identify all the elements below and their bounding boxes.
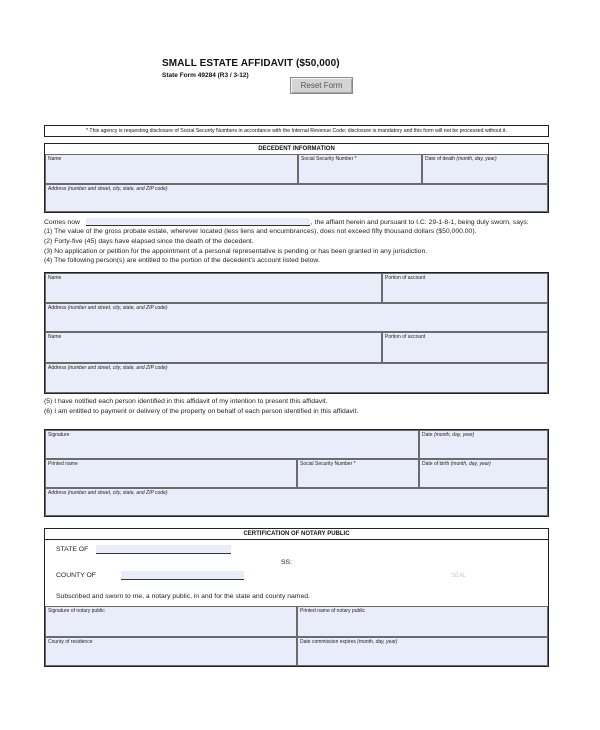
person-2-portion-field[interactable] — [382, 332, 548, 363]
affiant-printed-name-field[interactable] — [45, 459, 297, 488]
affiant-statement-text: , the affiant herein and pursuant to I.C. 29-1-8-1, being duly sworn, says: — [310, 219, 529, 226]
affiant-address-label: Address — [48, 490, 67, 496]
affiant-address-field[interactable] — [45, 488, 548, 516]
notary-section-title: CERTIFICATION OF NOTARY PUBLIC — [45, 529, 548, 540]
affiant-signature-label: Signature — [48, 432, 70, 438]
affiant-ssn-label: Social Security Number * — [300, 461, 356, 467]
statement-item-1: (1) The value of the gross probate estate, wherever located (less liens and encumbrances), does not exceed fifty thousand dollars ($50,000.00). — [44, 228, 477, 235]
affiant-dob-hint: (month, day, year) — [450, 461, 491, 467]
decedent-address-hint: (number and street, city, state, and ZIP code) — [67, 186, 168, 192]
notary-seal-placeholder: SEAL — [451, 573, 467, 579]
person-2-address-hint: (number and street, city, state, and ZIP code) — [67, 365, 168, 371]
notary-printed-name-label: Printed name of notary public — [300, 608, 366, 614]
affiant-date-field[interactable] — [419, 430, 548, 459]
affiant-date-label: Date — [422, 432, 433, 438]
notary-commission-hint: (month, day, year) — [357, 639, 398, 645]
state-of-input[interactable] — [96, 545, 231, 554]
decedent-ssn-label: Social Security Number * — [301, 156, 357, 162]
state-of-label: STATE OF — [56, 546, 89, 553]
person-1-name-field[interactable] — [45, 273, 382, 303]
person-1-portion-field[interactable] — [382, 273, 548, 303]
reset-form-button[interactable]: Reset Form — [290, 77, 353, 94]
notary-commission-label: Date commission expires — [300, 639, 356, 645]
decedent-date-of-death-field[interactable] — [422, 154, 548, 184]
dod-label: Date of death — [425, 156, 456, 162]
affiant-date-of-birth-field[interactable] — [419, 459, 548, 488]
statement-item-4: (4) The following person(s) are entitled to the portion of the decedent's account listed below. — [44, 257, 320, 264]
statement-item-5: (5) I have notified each person identified in this affidavit of my intention to present this affidavit. — [44, 398, 328, 405]
affiant-address-hint: (number and street, city, state, and ZIP code) — [67, 490, 168, 496]
decedent-section-title: DECEDENT INFORMATION — [45, 144, 548, 155]
person-2-name-field[interactable] — [45, 332, 382, 363]
affiant-signature-section — [44, 429, 549, 517]
person-1-name-label: Name — [48, 275, 62, 281]
comes-now-line — [44, 218, 529, 226]
person-2-portion-label: Portion of account — [385, 334, 426, 340]
notary-residence-label: County of residence — [48, 639, 93, 645]
person-1-address-label: Address — [48, 305, 67, 311]
notary-printed-name-field[interactable] — [297, 606, 548, 637]
decedent-address-label: Address — [48, 186, 67, 192]
decedent-information-section — [44, 143, 549, 213]
notary-certification-section — [44, 528, 549, 667]
statement-item-6: (6) I am entitled to payment or delivery of the property on behalf of each person identified in this affidavit. — [44, 408, 359, 415]
person-1-address-field[interactable] — [45, 303, 548, 332]
notary-commission-expires-field[interactable] — [297, 637, 548, 666]
affiant-ssn-field[interactable] — [297, 459, 419, 488]
person-2-address-field[interactable] — [45, 363, 548, 393]
person-1-address-hint: (number and street, city, state, and ZIP code) — [67, 305, 168, 311]
form-number: State Form 49284 (R3 / 3-12) — [162, 72, 249, 79]
notary-signature-field[interactable] — [45, 606, 297, 637]
affiant-date-hint: (month, day, year) — [433, 432, 475, 438]
notary-county-of-residence-field[interactable] — [45, 637, 297, 666]
form-title: SMALL ESTATE AFFIDAVIT ($50,000) — [162, 58, 340, 69]
ss-label: SS: — [281, 559, 292, 566]
county-of-label: COUNTY OF — [56, 572, 96, 579]
ssn-disclosure-notice: * This agency is requesting disclosure of Social Security Numbers in accordance with the Internal Revenue Code; disclosure is mandatory and this form will not be processed without it. — [44, 125, 549, 137]
decedent-address-field[interactable] — [45, 184, 548, 212]
affiant-signature-field[interactable] — [45, 430, 419, 459]
person-2-name-label: Name — [48, 334, 62, 340]
notary-signature-label: Signature of notary public — [48, 608, 105, 614]
affiant-printed-name-label: Printed name — [48, 461, 78, 467]
decedent-name-label: Name — [48, 156, 62, 162]
county-of-input[interactable] — [121, 571, 244, 580]
person-2-address-label: Address — [48, 365, 67, 371]
dod-hint: (month, day, year) — [456, 156, 497, 162]
statement-item-2: (2) Forty-five (45) days have elapsed since the death of the decedent. — [44, 238, 254, 245]
decedent-name-field[interactable] — [45, 154, 298, 184]
decedent-ssn-field[interactable] — [298, 154, 422, 184]
affiant-name-input[interactable] — [86, 218, 310, 226]
sworn-statement: Subscribed and sworn to me, a notary public, in and for the state and county named. — [56, 593, 310, 600]
comes-now-label: Comes now — [44, 219, 80, 226]
affiant-dob-label: Date of birth — [422, 461, 450, 467]
person-1-portion-label: Portion of account — [385, 275, 426, 281]
statement-item-3: (3) No application or petition for the appointment of a personal representative is pending or has been granted in any jurisdiction. — [44, 248, 428, 255]
entitled-persons-table — [44, 272, 549, 394]
